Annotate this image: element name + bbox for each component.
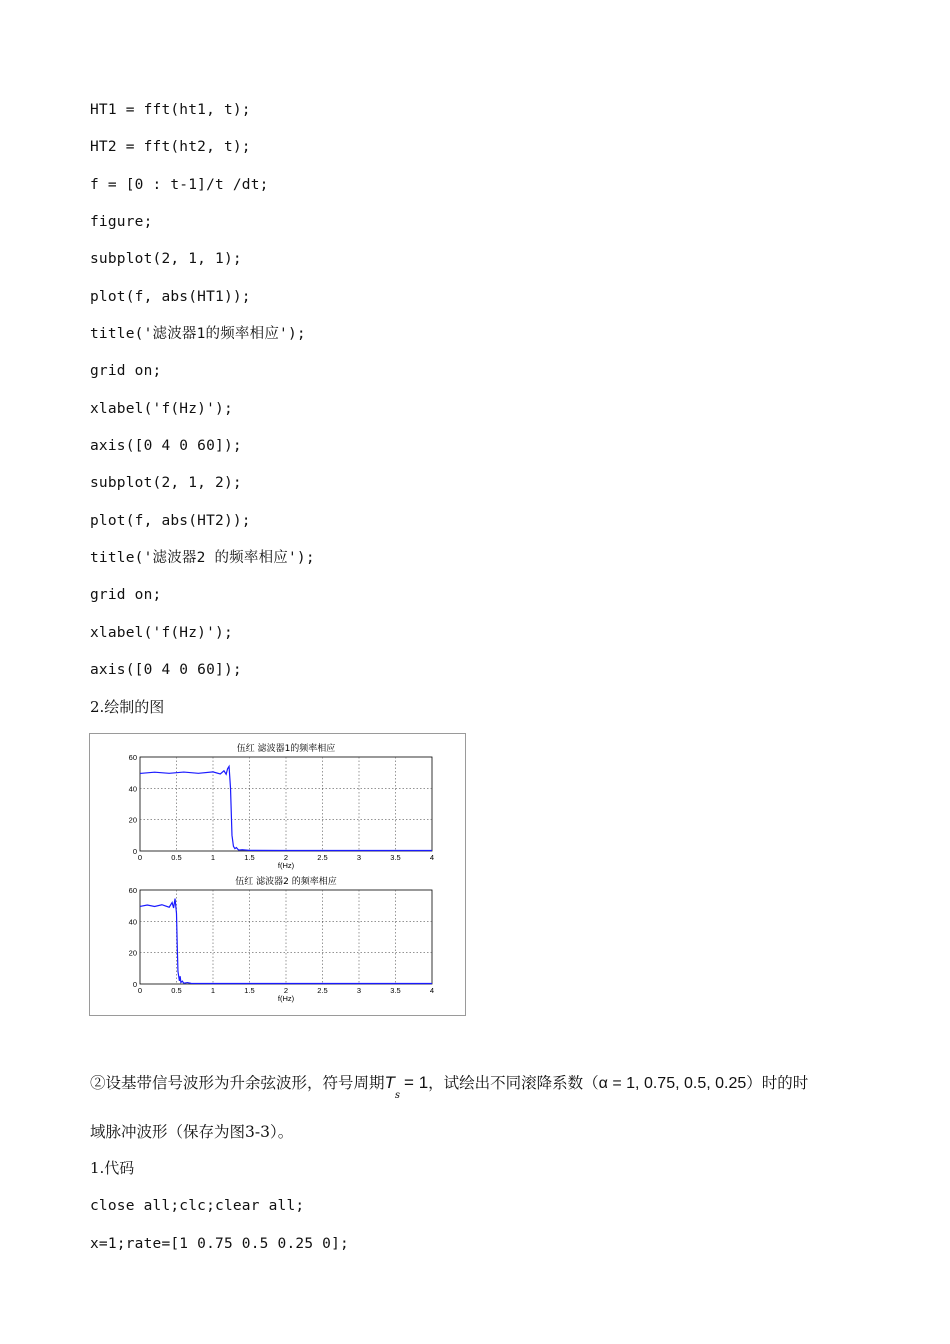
code-line: plot(f, abs(HT2));	[90, 512, 251, 529]
code-line: HT2 = fft(ht2, t);	[90, 139, 251, 156]
x-tick-label: 3	[356, 986, 362, 995]
x-tick-label: 1.5	[244, 853, 255, 862]
x-tick-label: 1	[210, 986, 216, 995]
chart-title: 伍红 滤波器2 的频率相应	[235, 877, 337, 887]
chart-title: 伍红 滤波器1的频率相应	[236, 744, 336, 754]
paragraph-middle: ，试绘出不同滚降系数（	[428, 1074, 599, 1092]
y-tick-label: 40	[128, 917, 137, 927]
x-tick-label: 2	[283, 986, 289, 995]
x-tick-label: 4	[429, 853, 435, 862]
code-heading: 1.代码	[90, 1159, 135, 1177]
ts-subscript: s	[394, 1090, 401, 1102]
code-line: xlabel('f(Hz)');	[90, 400, 233, 417]
y-tick-label: 60	[128, 886, 137, 895]
x-tick-label: 3.5	[390, 853, 401, 862]
y-tick-label: 20	[128, 948, 137, 958]
code-line: axis([0 4 0 60]);	[90, 437, 242, 454]
code-line: subplot(2, 1, 1);	[90, 251, 242, 268]
x-tick-label: 3	[356, 853, 362, 862]
code-line: x=1;rate=[1 0.75 0.5 0.25 0];	[90, 1235, 349, 1252]
code-line: HT1 = fft(ht1, t);	[90, 102, 251, 118]
y-tick-label: 40	[128, 784, 137, 794]
paragraph-suffix: ）时的时	[746, 1074, 809, 1092]
code-line: grid on;	[90, 587, 162, 604]
x-tick-label: 0	[137, 986, 143, 995]
x-tick-label: 4	[429, 986, 435, 995]
x-tick-label: 0.5	[171, 853, 182, 862]
x-tick-label: 2	[283, 853, 289, 862]
x-tick-label: 2.5	[317, 853, 328, 862]
x-tick-label: 1.5	[244, 986, 255, 995]
section-heading: 2.绘制的图	[90, 698, 165, 716]
frequency-response-figure	[89, 733, 466, 1016]
paragraph-prefix: ②设基带信号波形为升余弦波形，符号周期	[90, 1074, 385, 1092]
x-axis-label: f(Hz)	[277, 994, 295, 1003]
x-tick-label: 0	[137, 853, 143, 862]
code-line: grid on;	[90, 363, 162, 380]
ts-value: = 1	[404, 1073, 429, 1092]
code-line: f = [0 : t-1]/t /dt;	[90, 176, 269, 193]
code-line: subplot(2, 1, 2);	[90, 475, 242, 492]
code-line: xlabel('f(Hz)');	[90, 624, 233, 641]
y-tick-label: 60	[128, 753, 137, 762]
code-line: title('滤波器1的频率相应');	[90, 325, 306, 342]
ts-symbol: T	[384, 1073, 395, 1092]
x-tick-label: 3.5	[390, 986, 401, 995]
code-line: figure;	[90, 213, 153, 230]
paragraph-line-2: 域脉冲波形（保存为图3-3）。	[90, 1123, 294, 1141]
code-line: axis([0 4 0 60]);	[90, 661, 242, 678]
code-line: title('滤波器2 的频率相应');	[90, 549, 315, 566]
x-tick-label: 1	[210, 853, 216, 862]
y-tick-label: 0	[132, 980, 137, 989]
x-axis-label: f(Hz)	[277, 861, 295, 870]
code-line: plot(f, abs(HT1));	[90, 288, 251, 305]
paragraph-line-1	[90, 1073, 808, 1100]
y-tick-label: 20	[128, 815, 137, 825]
code-line: close all;clc;clear all;	[90, 1198, 305, 1214]
x-tick-label: 0.5	[171, 986, 182, 995]
chart-canvas	[90, 734, 467, 1017]
y-tick-label: 0	[132, 847, 137, 856]
x-tick-label: 2.5	[317, 986, 328, 995]
alpha-expression: α = 1, 0.75, 0.5, 0.25	[598, 1075, 747, 1092]
